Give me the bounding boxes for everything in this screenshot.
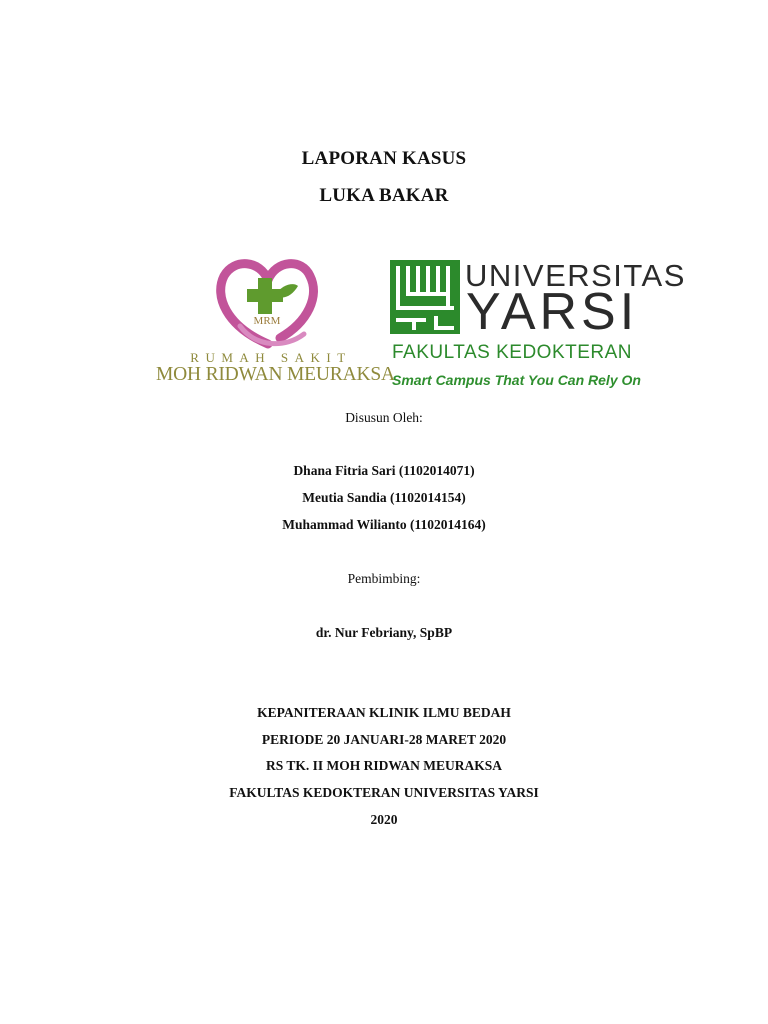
footer-line: FAKULTAS KEDOKTERAN UNIVERSITAS YARSI xyxy=(229,785,539,800)
university-logo xyxy=(390,258,686,394)
author-name: Muhammad Wilianto (1102014164) xyxy=(282,517,486,532)
supervisor-label: Pembimbing: xyxy=(347,571,421,586)
footer-line: KEPANITERAAN KLINIK ILMU BEDAH xyxy=(257,705,511,720)
report-title: LAPORAN KASUS xyxy=(301,148,467,169)
author-name: Dhana Fitria Sari (1102014071) xyxy=(293,463,475,478)
author-name: Meutia Sandia (1102014154) xyxy=(302,490,466,505)
university-logo-line1: UNIVERSITAS xyxy=(465,258,686,293)
footer-line: RS TK. II MOH RIDWAN MEURAKSA xyxy=(265,758,503,773)
supervisor-name: dr. Nur Febriany, SpBP xyxy=(315,625,453,640)
hospital-monogram: MRM xyxy=(253,315,281,327)
university-faculty: FAKULTAS KEDOKTERAN xyxy=(392,342,633,363)
university-tagline: Smart Campus That You Can Rely On xyxy=(392,372,641,388)
hospital-logo-line2: MOH RIDWAN MEURAKSA xyxy=(156,364,395,385)
footer-line: PERIODE 20 JANUARI-28 MARET 2020 xyxy=(261,732,507,747)
hospital-emblem-icon xyxy=(156,256,386,352)
footer-year: 2020 xyxy=(370,812,398,827)
yarsi-emblem-icon xyxy=(390,260,460,336)
hospital-logo-line1: RUMAH SAKIT xyxy=(190,350,352,365)
report-subtitle: LUKA BAKAR xyxy=(319,185,449,206)
hospital-logo xyxy=(156,256,395,392)
authors-label: Disusun Oleh: xyxy=(345,410,423,425)
university-logo-name: YARSI xyxy=(466,283,639,341)
